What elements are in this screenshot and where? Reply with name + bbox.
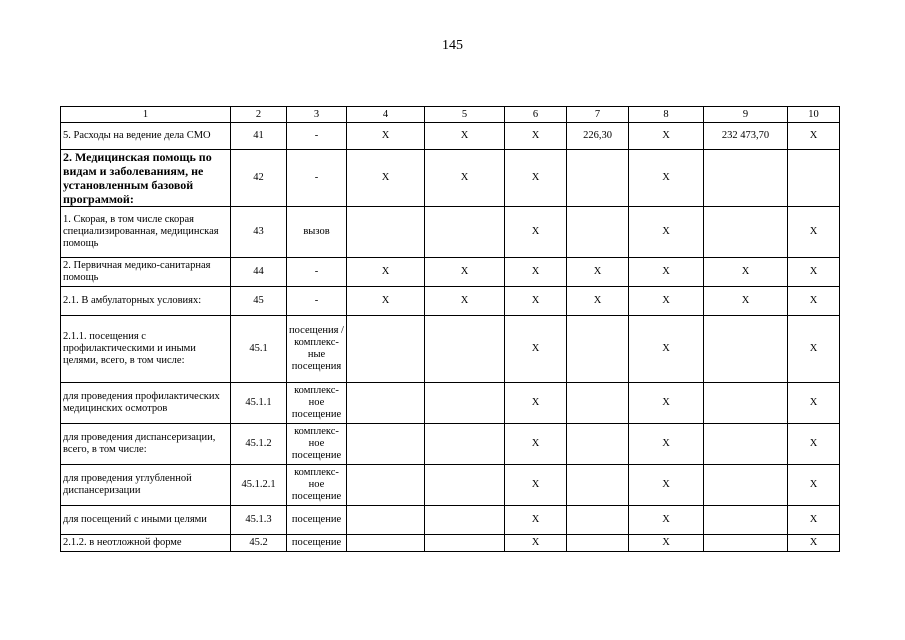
table-cell-col-10: X xyxy=(788,383,840,424)
table-cell-col-3: - xyxy=(287,258,347,287)
table-cell-col-9: X xyxy=(704,287,788,316)
table-cell-col-9 xyxy=(704,424,788,465)
table-cell-col-7 xyxy=(567,506,629,535)
table-cell-col-10: X xyxy=(788,123,840,150)
table-cell-col-9 xyxy=(704,465,788,506)
header-cell-2: 2 xyxy=(231,107,287,123)
table-row xyxy=(61,316,840,383)
table-cell-col-6: X xyxy=(505,383,567,424)
table-cell-col-1: для проведения углубленной диспансеризации xyxy=(61,465,231,506)
table-cell-col-5: X xyxy=(425,258,505,287)
table-cell-col-9: 232 473,70 xyxy=(704,123,788,150)
table-cell-col-8: X xyxy=(629,424,704,465)
table-cell-col-8: X xyxy=(629,258,704,287)
table-cell-col-7 xyxy=(567,465,629,506)
table-cell-col-4: X xyxy=(347,123,425,150)
table-cell-col-3: комплекс-ное посещение xyxy=(287,424,347,465)
table-cell-col-1: для проведения диспансеризации, всего, в том числе: xyxy=(61,424,231,465)
table-cell-col-1: 2.1. В амбулаторных условиях: xyxy=(61,287,231,316)
table-cell-col-10: X xyxy=(788,535,840,552)
table-cell-col-7 xyxy=(567,535,629,552)
table-cell-col-6: X xyxy=(505,424,567,465)
table-cell-col-2: 42 xyxy=(231,150,287,207)
table-cell-col-2: 44 xyxy=(231,258,287,287)
table-cell-col-3: - xyxy=(287,150,347,207)
table-row xyxy=(61,207,840,258)
table-cell-col-1: для проведения профилактических медицинских осмотров xyxy=(61,383,231,424)
table-row xyxy=(61,258,840,287)
table-cell-col-7: X xyxy=(567,258,629,287)
table-cell-col-1: 1. Скорая, в том числе скорая специализированная, медицинская помощь xyxy=(61,207,231,258)
table-cell-col-10: X xyxy=(788,287,840,316)
table-cell-col-4 xyxy=(347,207,425,258)
table-cell-col-6: X xyxy=(505,465,567,506)
table-cell-col-10: X xyxy=(788,506,840,535)
table-cell-col-3: посещение xyxy=(287,506,347,535)
table-cell-col-10: X xyxy=(788,424,840,465)
table-cell-col-5 xyxy=(425,465,505,506)
table-cell-col-6: X xyxy=(505,535,567,552)
table-cell-col-4: X xyxy=(347,258,425,287)
table-cell-col-4 xyxy=(347,316,425,383)
header-cell-10: 10 xyxy=(788,107,840,123)
table-cell-col-5 xyxy=(425,424,505,465)
table-cell-col-5 xyxy=(425,506,505,535)
table-cell-col-8: X xyxy=(629,535,704,552)
table-cell-col-8: X xyxy=(629,207,704,258)
header-cell-5: 5 xyxy=(425,107,505,123)
table-cell-col-8: X xyxy=(629,506,704,535)
table-cell-col-9 xyxy=(704,316,788,383)
table-cell-col-3: - xyxy=(287,287,347,316)
table-cell-col-6: X xyxy=(505,287,567,316)
table-cell-col-7 xyxy=(567,150,629,207)
table-row xyxy=(61,506,840,535)
table-cell-col-6: X xyxy=(505,207,567,258)
header-cell-9: 9 xyxy=(704,107,788,123)
table-cell-col-2: 45.2 xyxy=(231,535,287,552)
header-cell-4: 4 xyxy=(347,107,425,123)
table-cell-col-4 xyxy=(347,383,425,424)
table-cell-col-4 xyxy=(347,506,425,535)
table-cell-col-2: 45.1.1 xyxy=(231,383,287,424)
table-row xyxy=(61,535,840,552)
table-cell-col-3: посещение xyxy=(287,535,347,552)
header-cell-8: 8 xyxy=(629,107,704,123)
table-cell-col-4 xyxy=(347,535,425,552)
table-cell-col-2: 45.1 xyxy=(231,316,287,383)
table-cell-col-10: X xyxy=(788,258,840,287)
table-cell-col-7: 226,30 xyxy=(567,123,629,150)
table-cell-col-9 xyxy=(704,383,788,424)
table-cell-col-8: X xyxy=(629,287,704,316)
table-cell-col-4: X xyxy=(347,287,425,316)
table-cell-col-6: X xyxy=(505,258,567,287)
table-cell-col-3: посещения / комплекс-ные посещения xyxy=(287,316,347,383)
table-cell-col-6: X xyxy=(505,123,567,150)
table-cell-col-7 xyxy=(567,424,629,465)
header-cell-6: 6 xyxy=(505,107,567,123)
table-cell-col-3: - xyxy=(287,123,347,150)
table-cell-col-4 xyxy=(347,424,425,465)
data-table xyxy=(60,106,840,552)
table-cell-col-8: X xyxy=(629,316,704,383)
header-cell-1: 1 xyxy=(61,107,231,123)
table-row xyxy=(61,424,840,465)
table-cell-col-2: 45.1.2 xyxy=(231,424,287,465)
table-cell-col-7 xyxy=(567,383,629,424)
table-cell-col-7 xyxy=(567,316,629,383)
table-cell-col-4: X xyxy=(347,150,425,207)
table-cell-col-7 xyxy=(567,207,629,258)
header-cell-3: 3 xyxy=(287,107,347,123)
header-row xyxy=(61,107,840,123)
table-cell-col-5: X xyxy=(425,150,505,207)
table-cell-col-9 xyxy=(704,207,788,258)
table-cell-col-8: X xyxy=(629,150,704,207)
table-cell-col-5 xyxy=(425,207,505,258)
table-row xyxy=(61,150,840,207)
table-cell-col-2: 45.1.2.1 xyxy=(231,465,287,506)
table-body xyxy=(61,107,840,552)
table-cell-col-5: X xyxy=(425,123,505,150)
table-row xyxy=(61,123,840,150)
table-row xyxy=(61,383,840,424)
table-cell-col-10: X xyxy=(788,465,840,506)
header-cell-7: 7 xyxy=(567,107,629,123)
table-cell-col-6: X xyxy=(505,506,567,535)
table-cell-col-10: X xyxy=(788,316,840,383)
table-cell-col-3: вызов xyxy=(287,207,347,258)
table-row xyxy=(61,465,840,506)
table-cell-col-9 xyxy=(704,535,788,552)
table-cell-col-9 xyxy=(704,150,788,207)
table-cell-col-3: комплекс-ное посещение xyxy=(287,465,347,506)
table-cell-col-10 xyxy=(788,150,840,207)
table-cell-col-2: 43 xyxy=(231,207,287,258)
table-row xyxy=(61,287,840,316)
table-cell-col-1: 5. Расходы на ведение дела СМО xyxy=(61,123,231,150)
table-cell-col-4 xyxy=(347,465,425,506)
table-cell-col-8: X xyxy=(629,123,704,150)
table-cell-col-7: X xyxy=(567,287,629,316)
table-cell-col-2: 45.1.3 xyxy=(231,506,287,535)
table-cell-col-5 xyxy=(425,535,505,552)
table-cell-col-2: 45 xyxy=(231,287,287,316)
table-cell-col-9: X xyxy=(704,258,788,287)
table-cell-col-2: 41 xyxy=(231,123,287,150)
table-cell-col-5 xyxy=(425,383,505,424)
table-cell-col-1: 2.1.2. в неотложной форме xyxy=(61,535,231,552)
table-cell-col-1: для посещений с иными целями xyxy=(61,506,231,535)
table-cell-col-1: 2.1.1. посещения с профилактическими и иными целями, всего, в том числе: xyxy=(61,316,231,383)
table-cell-col-1: 2. Медицинская помощь по видам и заболеваниям, не установленным базовой программой: xyxy=(61,150,231,207)
table-cell-col-8: X xyxy=(629,465,704,506)
table-cell-col-6: X xyxy=(505,316,567,383)
table-cell-col-5: X xyxy=(425,287,505,316)
table-cell-col-10: X xyxy=(788,207,840,258)
table-cell-col-3: комплекс-ное посещение xyxy=(287,383,347,424)
table-cell-col-9 xyxy=(704,506,788,535)
table-cell-col-1: 2. Первичная медико-санитарная помощь xyxy=(61,258,231,287)
page-number: 145 xyxy=(442,38,463,53)
table-cell-col-5 xyxy=(425,316,505,383)
table-cell-col-6: X xyxy=(505,150,567,207)
table-cell-col-8: X xyxy=(629,383,704,424)
